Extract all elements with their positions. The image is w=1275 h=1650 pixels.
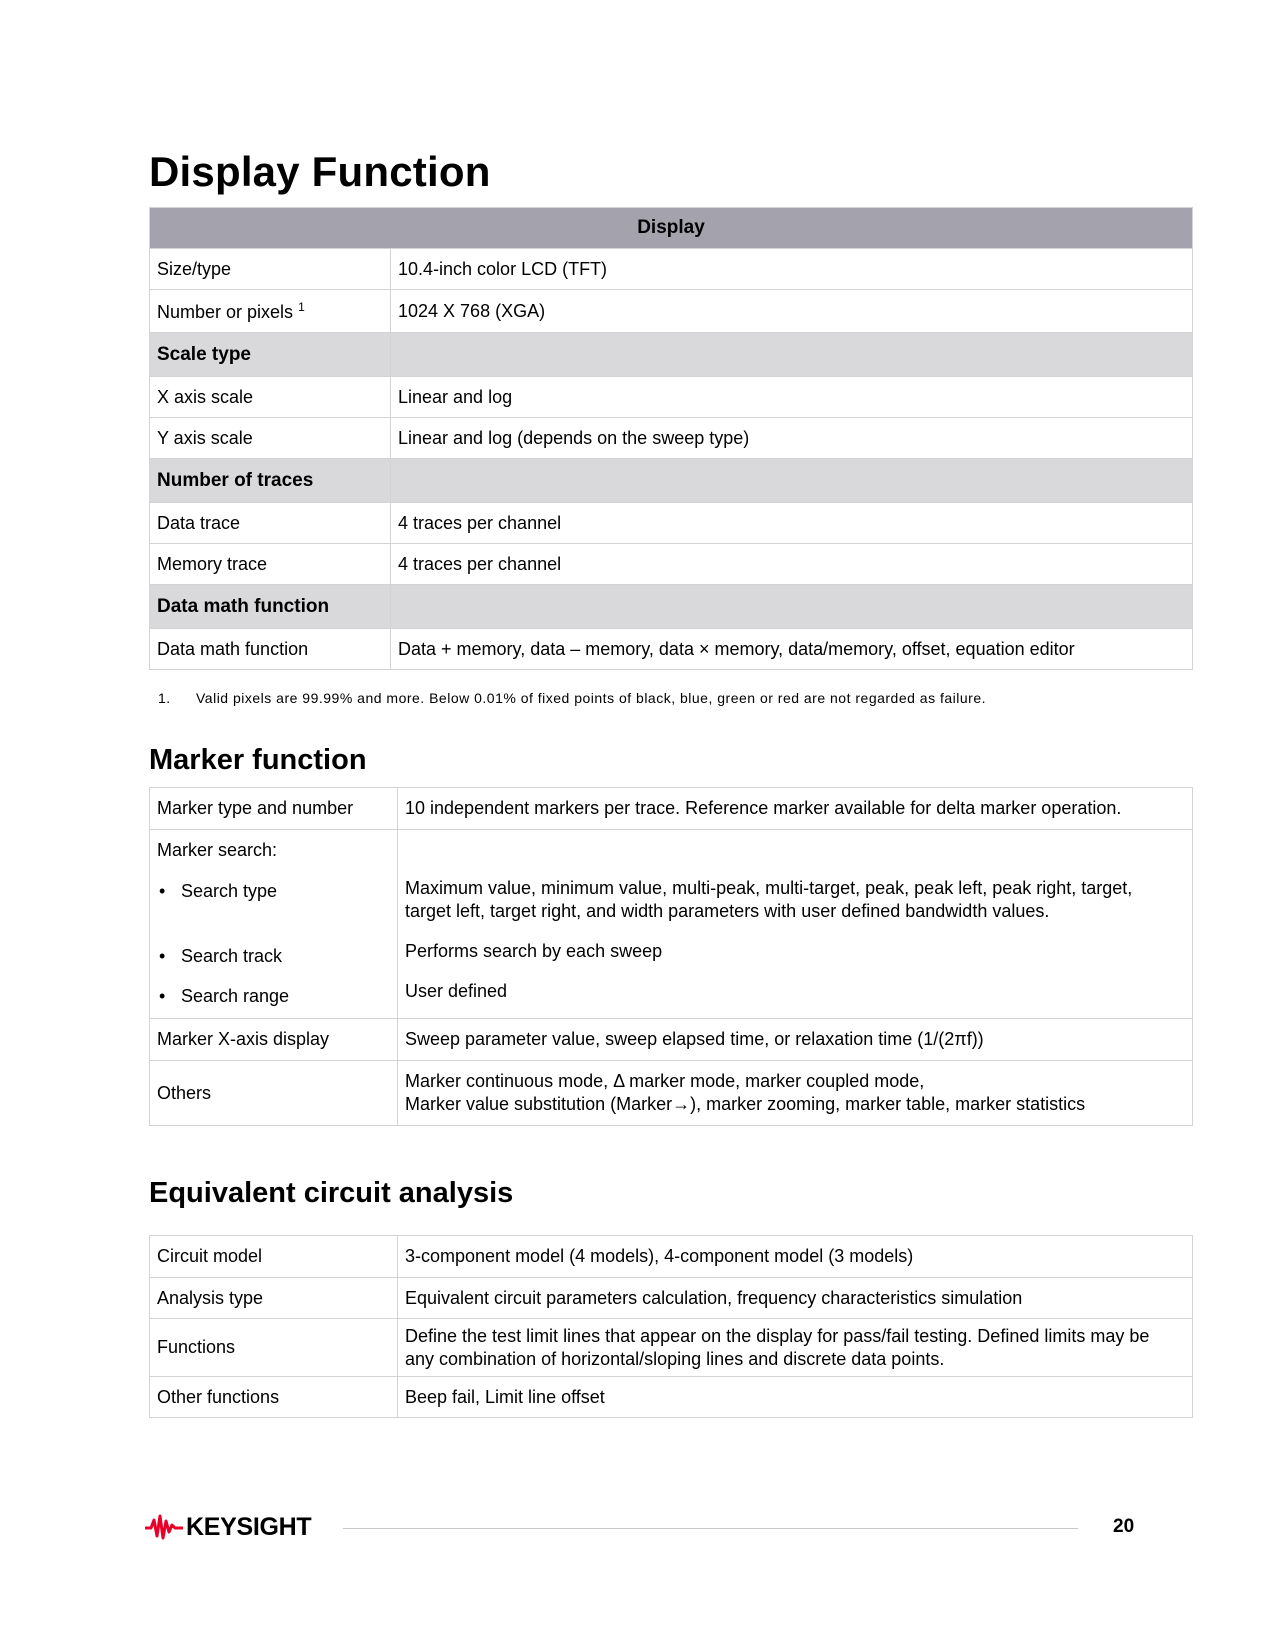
table-row — [150, 290, 1193, 333]
spec-value: Linear and log — [391, 377, 1193, 418]
spec-value: 4 traces per channel — [391, 503, 1193, 544]
page-number: 20 — [1113, 1516, 1135, 1537]
footnote-ref: 1 — [298, 299, 305, 314]
list-item — [157, 946, 282, 967]
spec-value: Beep fail, Limit line offset — [398, 1377, 1193, 1418]
keysight-logo — [145, 1507, 311, 1547]
subheader-empty — [391, 459, 1193, 503]
footer-divider — [343, 1528, 1078, 1529]
spec-value — [398, 1319, 1193, 1377]
search-range-value: User defined — [405, 981, 508, 1001]
marker-search-value-cell — [398, 830, 1193, 1019]
subheader-empty — [391, 333, 1193, 377]
value-line: Define the test limit lines that appear on the display for pass/fail testing. Defined limits may be — [405, 1325, 1150, 1346]
equiv-spec-table — [149, 1235, 1193, 1418]
table-row — [150, 1061, 1193, 1126]
spec-label-text: Number or pixels — [157, 301, 294, 322]
search-item-label: Search type — [181, 881, 278, 901]
value-line: target left, target right, and width parameters with user defined bandwidth values. — [405, 901, 1050, 921]
spec-label: Other functions — [150, 1377, 398, 1418]
search-item-label: Search range — [181, 986, 290, 1006]
table-row — [150, 249, 1193, 290]
bullet: • — [159, 881, 166, 901]
marker-search-label: Marker search: — [157, 840, 278, 860]
subheader-label: Data math function — [150, 585, 391, 629]
spec-value: Sweep parameter value, sweep elapsed time, or relaxation time (1/(2πf)) — [398, 1019, 1193, 1061]
value-line: Marker value substitution (Marker→), marker zooming, marker table, marker statistics — [405, 1094, 1086, 1114]
footnote-text: Valid pixels are 99.99% and more. Below 0.01% of fixed points of black, blue, green or red are not regarded as failure. — [196, 690, 987, 706]
value-line: any combination of horizontal/sloping lines and discrete data points. — [405, 1348, 945, 1369]
list-item — [157, 881, 277, 902]
table-subheader-row — [150, 459, 1193, 503]
spec-label: Others — [150, 1061, 398, 1126]
spec-label: Size/type — [150, 249, 391, 290]
table-row — [150, 1278, 1193, 1319]
spec-value: 10 independent markers per trace. Reference marker available for delta marker operation. — [398, 788, 1193, 830]
equiv-section-title: Equivalent circuit analysis — [149, 1177, 514, 1209]
table-row — [150, 1236, 1193, 1278]
brand-name: KEYSIGHT — [186, 1512, 312, 1541]
keysight-wave-icon — [145, 1512, 183, 1542]
table-row — [150, 1019, 1193, 1061]
footnote — [158, 690, 986, 706]
subheader-label: Number of traces — [150, 459, 391, 503]
search-track-value: Performs search by each sweep — [405, 941, 663, 961]
bullet: • — [159, 986, 166, 1006]
spec-value: 4 traces per channel — [391, 544, 1193, 585]
table-row — [150, 503, 1193, 544]
spec-label: Data trace — [150, 503, 391, 544]
spec-value: Linear and log (depends on the sweep type) — [391, 418, 1193, 459]
footnote-number: 1. — [158, 690, 171, 706]
bullet: • — [159, 946, 166, 966]
subheader-label: Scale type — [150, 333, 391, 377]
table-row — [150, 1319, 1193, 1377]
table-row — [150, 629, 1193, 670]
list-item — [157, 986, 289, 1007]
table-header-row — [150, 208, 1193, 249]
table-subheader-row — [150, 333, 1193, 377]
spec-value: Equivalent circuit parameters calculation, frequency characteristics simulation — [398, 1278, 1193, 1319]
table-subheader-row — [150, 585, 1193, 629]
table-row — [150, 788, 1193, 830]
spec-label: Functions — [150, 1319, 398, 1377]
spec-label: Data math function — [150, 629, 391, 670]
table-row — [150, 544, 1193, 585]
spec-label: Circuit model — [150, 1236, 398, 1278]
search-type-value — [405, 877, 1132, 923]
spec-label — [150, 290, 391, 333]
marker-spec-table — [149, 787, 1193, 1126]
display-spec-table — [149, 207, 1193, 670]
table-row — [150, 418, 1193, 459]
spec-value — [398, 1061, 1193, 1126]
table-row — [150, 830, 1193, 1019]
table-header: Display — [150, 208, 1193, 249]
marker-section-title: Marker function — [149, 744, 367, 776]
spec-label: Memory trace — [150, 544, 391, 585]
value-line: Marker continuous mode, Δ marker mode, marker coupled mode, — [405, 1071, 925, 1091]
spec-value: 1024 X 768 (XGA) — [391, 290, 1193, 333]
subheader-empty — [391, 585, 1193, 629]
marker-search-label-cell — [150, 830, 398, 1019]
table-row — [150, 377, 1193, 418]
spec-label: X axis scale — [150, 377, 391, 418]
spec-label: Marker type and number — [150, 788, 398, 830]
spec-label: Marker X-axis display — [150, 1019, 398, 1061]
spec-value: 10.4-inch color LCD (TFT) — [391, 249, 1193, 290]
search-item-label: Search track — [181, 946, 283, 966]
value-line: Maximum value, minimum value, multi-peak, multi-target, peak, peak left, peak right, target, — [405, 878, 1133, 898]
spec-label: Y axis scale — [150, 418, 391, 459]
spec-value: 3-component model (4 models), 4-component model (3 models) — [398, 1236, 1193, 1278]
table-row — [150, 1377, 1193, 1418]
page-title: Display Function — [149, 148, 491, 195]
spec-label: Analysis type — [150, 1278, 398, 1319]
spec-value: Data + memory, data – memory, data × memory, data/memory, offset, equation editor — [391, 629, 1193, 670]
